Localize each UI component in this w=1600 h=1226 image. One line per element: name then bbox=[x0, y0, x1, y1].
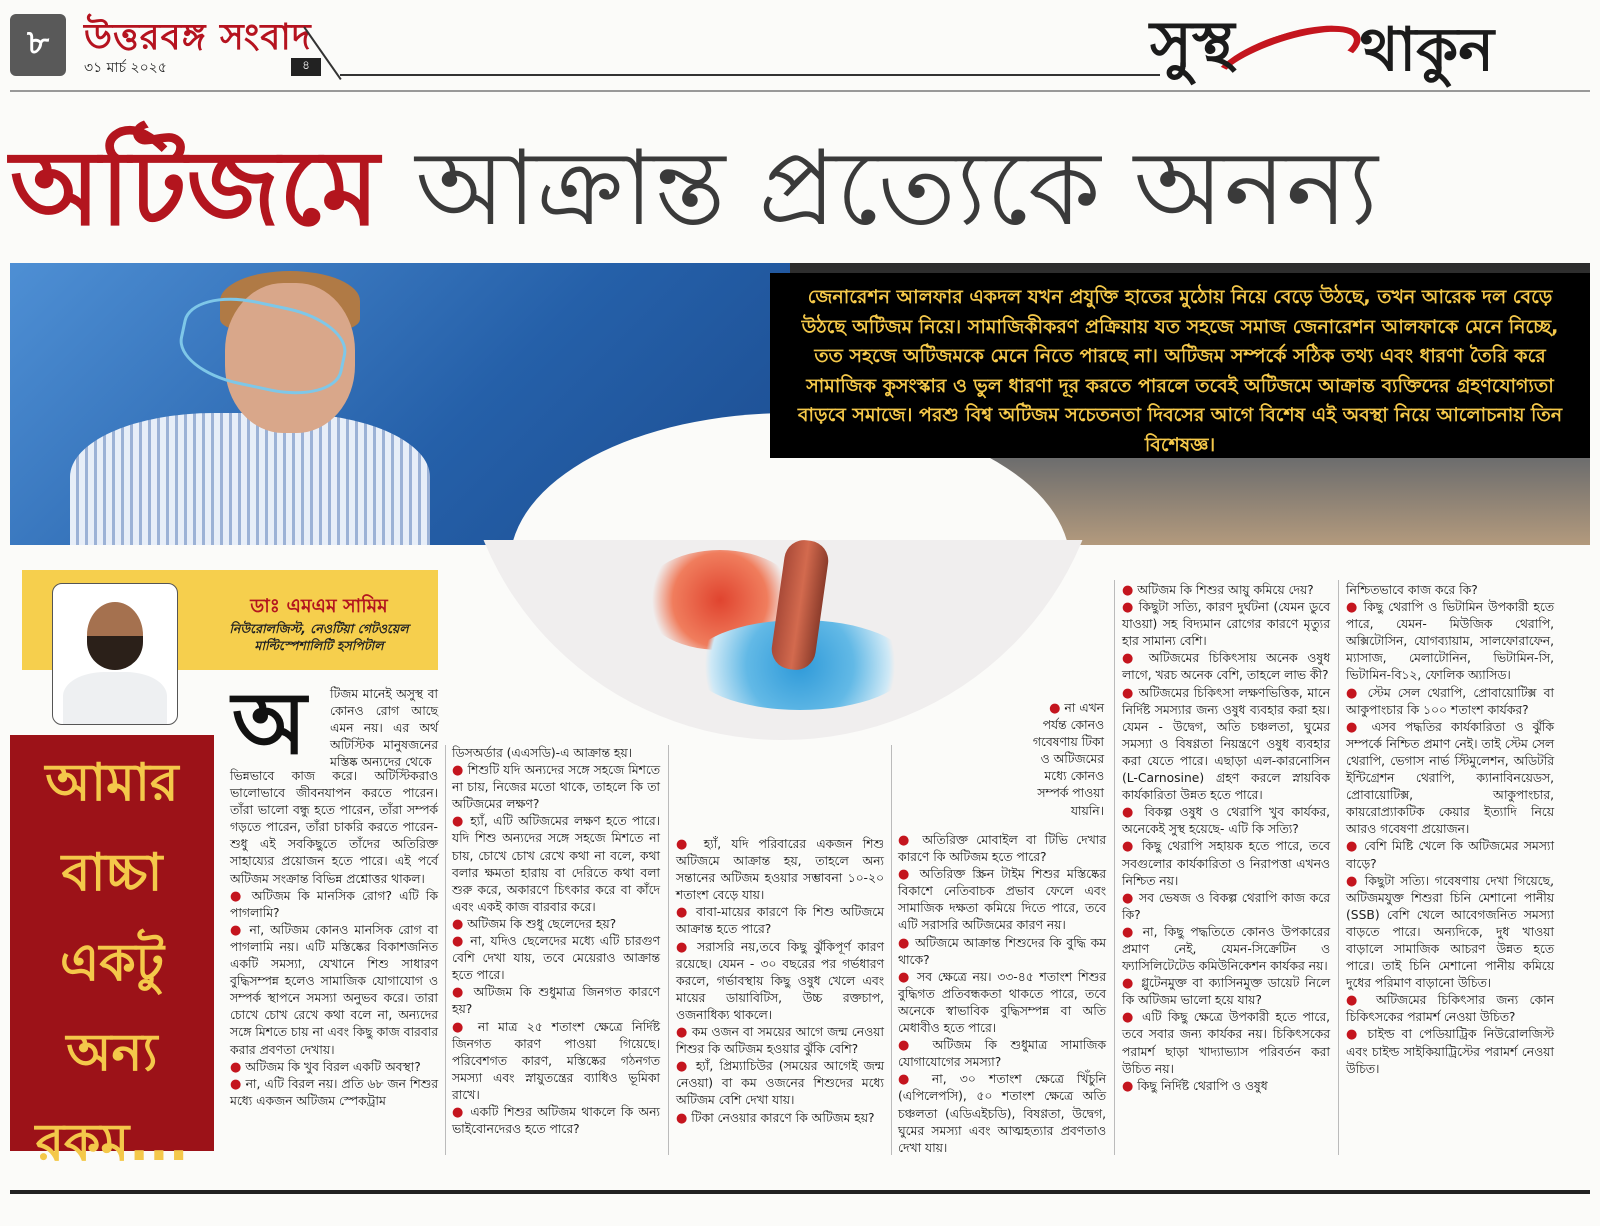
column-5 bbox=[1122, 582, 1330, 1095]
paragraph bbox=[452, 813, 660, 916]
paragraph-text: হ্যাঁ, এটি অটিজমের লক্ষণ হতে পারে। যদি শিশু অন্যদের সঙ্গে সহজে মিশতে না চায়, চোখে চোখ রেখে কথা না বলে, কথা বলার ক্ষমতা হারায় বা দেরিতে কথা বলা শুরু করে, অকারণে চিৎকার করে বা কাঁদে এবং একই কাজ বারবার করে। bbox=[452, 814, 660, 914]
paragraph-text: টিকা নেওয়ার কারণে কি অটিজম হয়? bbox=[691, 1110, 875, 1125]
bullet-icon: ● bbox=[230, 1059, 242, 1075]
paragraph-text: গ্লুটেনমুক্ত বা ক্যাসিনমুক্ত ডায়েট নিলে কি অটিজম ভালো হয়ে যায়? bbox=[1122, 976, 1331, 1008]
paragraph bbox=[452, 984, 660, 1018]
paragraph bbox=[230, 1059, 438, 1076]
paragraph bbox=[898, 969, 1106, 1037]
paragraph bbox=[898, 1071, 1106, 1156]
dropcap: অ bbox=[232, 673, 307, 774]
paragraph bbox=[230, 768, 438, 888]
bullet-icon: ● bbox=[452, 985, 467, 1001]
paragraph bbox=[676, 836, 884, 904]
paragraph bbox=[452, 1104, 660, 1138]
paragraph bbox=[898, 832, 1106, 866]
paragraph-text: হ্যাঁ, প্রিম্যাচিউর (সময়ের আগেই জন্ম নেওয়া) বা কম ওজনের শিশুদের মধ্যে অটিজম বেশি দেখা যায়। bbox=[676, 1059, 884, 1108]
paragraph bbox=[1122, 599, 1330, 650]
paragraph-text: সরাসরি নয়,তবে কিছু ঝুঁকিপূর্ণ কারণ রয়েছে। যেমন - ৩০ বছরের পর গর্ভধারণ করলে, গর্ভাবস্থায় কিছু ওষুধ খেলে এবং মায়ের ডায়াবিটিস, উচ্চ রক্তচাপ, ওজনাধিক্য থাকলে। bbox=[676, 939, 884, 1022]
pull-quote-line: অন্য bbox=[66, 1023, 158, 1083]
paragraph bbox=[898, 1037, 1106, 1071]
paragraph bbox=[676, 1110, 884, 1127]
paragraph bbox=[230, 888, 438, 922]
headline-rest: আক্রান্ত প্রত্যেকে অনন্য bbox=[415, 127, 1379, 249]
paragraph bbox=[676, 1058, 884, 1109]
paragraph bbox=[898, 866, 1106, 934]
paragraph bbox=[230, 922, 438, 1059]
bullet-icon: ● bbox=[452, 1019, 469, 1035]
hero-image bbox=[10, 263, 1590, 545]
paragraph bbox=[1122, 685, 1330, 805]
pull-quote-line: আমার bbox=[45, 753, 179, 813]
bullet-icon: ● bbox=[1049, 701, 1061, 716]
paragraph-text: না, অটিজম কোনও মানসিক রোগ বা পাগলামি নয়। এটি মস্তিষ্কের বিকাশজনিত একটি সমস্যা, যেখানে শিশু সাধারণ বুদ্ধিসম্পন্ন হলেও সামাজিক যোগাযোগ ও সম্পর্ক স্থাপনে সমস্যা অনুভব করে। তারা চোখে চোখ রেখে কথা বলে না, অন্যদের সঙ্গে মিশতে চায় না এবং কিছু কাজ বারবার করার প্রবণতা দেখায়। bbox=[230, 922, 439, 1057]
paragraph bbox=[1122, 890, 1330, 924]
paragraph-text: অটিজম কি খুব বিরল একটি অবস্থা? bbox=[245, 1059, 421, 1074]
bullet-icon: ● bbox=[1122, 1078, 1134, 1094]
page-number: ৪ bbox=[291, 58, 321, 76]
column-divider bbox=[1114, 580, 1115, 1155]
bullet-icon: ● bbox=[1346, 1027, 1361, 1043]
bullet-icon: ● bbox=[1346, 719, 1363, 735]
paragraph bbox=[1030, 700, 1104, 820]
paragraph-text: অটিজম কি শুধু ছেলেদের হয়? bbox=[467, 916, 617, 931]
paragraph-text: কম ওজন বা সময়ের আগে জন্ম নেওয়া শিশুর কি অটিজম হওয়ার ঝুঁকি বেশি? bbox=[676, 1025, 884, 1057]
bullet-icon: ● bbox=[898, 833, 914, 848]
paragraph bbox=[1122, 650, 1330, 684]
paragraph-text: অটিজম কি শিশুর আয়ু কমিয়ে দেয়? bbox=[1137, 583, 1314, 597]
paragraph-text: সব ক্ষেত্রে নয়। ৩৩-৪৫ শতাংশ শিশুর বুদ্ধিগত প্রতিবন্ধকতা থাকতে পারে, তবে অনেকে স্বাভাবিক বুদ্ধিসম্পন্ন বা অতি মেধাবীও হতে পারে। bbox=[898, 969, 1107, 1036]
bullet-icon: ● bbox=[1122, 685, 1135, 701]
paragraph bbox=[1122, 924, 1330, 975]
column-divider bbox=[445, 745, 446, 1155]
column-1-top bbox=[330, 686, 438, 771]
paragraph-text: এসব পদ্ধতির কার্যকারিতা ও ঝুঁকি সম্পর্কে নিশ্চিত প্রমাণ নেই। তাই স্টেম সেল থেরাপি, ভেগাস নার্ভ স্টিমুলেশন, অডিটরি ইন্টিগ্রেশন থেরাপি, ক্যানাবিনয়েডস, প্রোবায়োটিক্স, আকুপাংচার, কায়রোপ্র্যাকটিক কেয়ার ইত্যাদি নিয়ে আরও গবেষণা প্রয়োজন। bbox=[1346, 719, 1554, 837]
paragraph bbox=[1346, 1026, 1554, 1077]
paragraph-text: কিছুটা সত্যি, কারণ দুর্ঘটনা (যেমন ডুবে যাওয়া) সহ বিদ্যমান রোগের কারণে মৃত্যুর হার সামান্য বেশি। bbox=[1122, 600, 1330, 649]
bullet-icon: ● bbox=[1122, 839, 1136, 855]
column-1 bbox=[230, 768, 438, 1110]
page-number-badge: ৮ bbox=[10, 14, 66, 76]
bullet-icon: ● bbox=[898, 935, 911, 951]
paragraph bbox=[1346, 719, 1554, 839]
bullet-icon: ● bbox=[1122, 805, 1137, 821]
intro-text: জেনারেশন আলফার একদল যখন প্রযুক্তি হাতের মুঠোয় নিয়ে বেড়ে উঠছে, তখন আরেক দল বেড়ে উঠছে অটিজম নিয়ে। সামাজিকীকরণ প্রক্রিয়ায় যত সহজে সমাজ জেনারেশন আলফাকে মেনে নিচ্ছে, তত সহজে অটিজমকে মেনে নিতে পারছে না। অটিজম সম্পর্কে সঠিক তথ্য এবং ধারণা তৈরি করে সামাজিক কুসংস্কার ও ভুল ধারণা দূর করতে পারলে তবেই অটিজমে আক্রান্ত ব্যক্তিদের গ্রহণযোগ্যতা বাড়বে সমাজে। পরশু বিশ্ব অটিজম সচেতনতা দিবসের আগে বিশেষ এই অবস্থা নিয়ে আলোচনায় তিন বিশেষজ্ঞ। bbox=[797, 286, 1563, 456]
paragraph-text: অতিরিক্ত স্ক্রিন টাইম শিশুর মস্তিষ্কের বিকাশে নেতিবাচক প্রভাব ফেলে এবং সামাজিক দক্ষতা কমিয়ে দিতে পারে, তবে এটি সরাসরি অটিজমের কারণ নয়। bbox=[898, 867, 1106, 933]
column-4-top bbox=[1030, 700, 1104, 820]
bullet-icon: ● bbox=[676, 1059, 690, 1075]
paragraph-text: না মাত্র ২৫ শতাংশ ক্ষেত্রে নির্দিষ্ট জিনগত কারণ পাওয়া গিয়েছে। পরিবেশগত কারণ, মস্তিষ্কের গঠনগত সমস্যা এবং স্নায়ুতন্ত্রের ব্যাধিও ভূমিকা রাখে। bbox=[452, 1019, 660, 1102]
author-title: নিউরোলজিস্ট, নেওটিয়া গেটওয়েল মাল্টিস্পেশালিটি হসপিটাল bbox=[229, 621, 409, 653]
author-beard-icon bbox=[87, 636, 143, 670]
author-shirt-icon bbox=[63, 672, 167, 725]
footer-rule bbox=[10, 1190, 1590, 1194]
column-divider bbox=[891, 745, 892, 1155]
paragraph bbox=[230, 1076, 438, 1110]
section-logo bbox=[1150, 4, 1590, 84]
paint-disc bbox=[460, 540, 1106, 740]
paragraph bbox=[452, 762, 660, 813]
paragraph bbox=[452, 1019, 660, 1104]
paragraph-text: না, এটি বিরল নয়। প্রতি ৬৮ জন শিশুর মধ্যে একজন অটিজম স্পেকট্রাম bbox=[230, 1076, 438, 1108]
bullet-icon: ● bbox=[1122, 890, 1135, 906]
paragraph-text: ভিন্নভাবে কাজ করে। অটিস্টিকরাও ভালোভাবে জীবনযাপন করতে পারেন। তাঁরা ভালো বন্ধু হতে পারেন, তাঁরা সম্পর্ক গড়তে পারেন, তাঁরা চাকরি করতে পারেন- শুধু এই সবকিছুতে তাঁদের অতিরিক্ত সাহায্যের প্রয়োজন হতে পারে। এই পর্বে অটিজম সংক্রান্ত বিভিন্ন প্রশ্নোত্তর থাকল। bbox=[230, 769, 438, 886]
paragraph-text: অটিজমে আক্রান্ত শিশুদের কি বুদ্ধি কম থাকে? bbox=[898, 935, 1106, 967]
header-rule bbox=[10, 90, 1590, 92]
paragraph bbox=[1346, 838, 1554, 872]
paragraph-text: অটিজমের চিকিৎসার জন্য কোন চিকিৎসকের পরামর্শ নেওয়া উচিত? bbox=[1346, 993, 1555, 1025]
bullet-icon: ● bbox=[898, 867, 913, 883]
paragraph bbox=[452, 916, 660, 933]
paragraph-text: না, কিছু পদ্ধতিতে কোনও উপকারের প্রমাণ নেই, যেমন-সিক্রেটিন ও ফ্যাসিলিটেটেড কমিউনিকেশন কার্যকর নয়। bbox=[1122, 924, 1330, 974]
newspaper-name: উত্তরবঙ্গ সংবাদ bbox=[84, 17, 312, 58]
paragraph bbox=[452, 745, 660, 762]
author-photo bbox=[52, 583, 178, 725]
issue-date: ৩১ মার্চ ২০২৫ bbox=[84, 60, 167, 76]
bullet-icon: ● bbox=[676, 837, 694, 852]
paragraph-text: অটিজম কি শুধুমাত্র জিনগত কারণে হয়? bbox=[452, 985, 660, 1017]
bullet-icon: ● bbox=[676, 939, 691, 955]
column-2 bbox=[452, 745, 660, 1138]
paragraph-text: অতিরিক্ত মোবাইল বা টিভি দেখার কারণে কি অটিজম হতে পারে? bbox=[898, 833, 1106, 865]
paragraph bbox=[1346, 992, 1554, 1026]
paragraph bbox=[452, 933, 660, 984]
paragraph-text: সব ভেষজ ও বিকল্প থেরাপি কাজ করে কি? bbox=[1122, 890, 1330, 922]
headline-red: অটিজমে bbox=[10, 127, 380, 249]
paragraph-text: ডিসঅর্ডার (এএসডি)-এ আক্রান্ত হয়। bbox=[452, 746, 633, 760]
paragraph bbox=[1346, 582, 1554, 599]
paragraph-text: কিছু থেরাপি ও ভিটামিন উপকারী হতে পারে, যেমন- মিউজিক থেরাপি, অক্সিটোসিন, যোগব্যায়াম, সালফোরাফেন, ম্যাসাজ, মেলাটোনিন, ভিটামিন-সি, ভিটামিন-বি১২, ফোলিক অ্যাসিড। bbox=[1346, 600, 1555, 683]
bullet-icon: ● bbox=[1346, 993, 1365, 1009]
paragraph-text: নিশ্চিতভাবে কাজ করে কি? bbox=[1346, 583, 1478, 597]
bullet-icon: ● bbox=[452, 916, 464, 932]
paragraph-text: না, যদিও ছেলেদের মধ্যে এটি চারগুণ বেশি দেখা যায়, তবে মেয়েরাও আক্রান্ত হতে পারে। bbox=[452, 934, 660, 983]
paragraph bbox=[1122, 582, 1330, 599]
paragraph-text: অটিজম কি মানসিক রোগ? এটি কি পাগলামি? bbox=[230, 888, 438, 920]
paragraph bbox=[1122, 838, 1330, 889]
bullet-icon: ● bbox=[452, 934, 465, 950]
bullet-icon: ● bbox=[1122, 1010, 1136, 1026]
bullet-icon: ● bbox=[898, 1038, 919, 1054]
paragraph-text: চাইল্ড বা পেডিয়াট্রিক নিউরোলজিস্ট এবং চাইল্ড সাইকিয়াট্রিস্টের পরামর্শ নেওয়া উচিত। bbox=[1346, 1027, 1554, 1076]
paragraph-text: অটিজমের চিকিৎসায় অনেক ওষুধ লাগে, খরচ অনেক বেশি, তাহলে লাভ কী? bbox=[1122, 651, 1330, 683]
paragraph-text: বাবা-মায়ের কারণে কি শিশু অটিজমে আক্রান্ত হতে পারে? bbox=[676, 905, 884, 937]
column-1-top-text: টিজম মানেই অসুস্থ বা কোনও রোগ আছে এমন নয়। এর অর্থ অটিস্টিক মানুষজনের মস্তিষ্ক অন্যদের থেকে bbox=[330, 687, 438, 770]
bullet-icon: ● bbox=[1122, 583, 1134, 598]
pull-quote bbox=[10, 735, 214, 1173]
bullet-icon: ● bbox=[1122, 976, 1136, 992]
bullet-icon: ● bbox=[230, 922, 244, 938]
bullet-icon: ● bbox=[676, 1025, 688, 1041]
paragraph-text: স্টেম সেল থেরাপি, প্রোবায়োটিক্স বা আকুপাংচার কি ১০০ শতাংশ কার্যকর? bbox=[1346, 685, 1554, 717]
paragraph-text: না, ৩০ শতাংশ ক্ষেত্রে খিঁচুনি (এপিলেপসি), ৫০ শতাংশ ক্ষেত্রে অতি চঞ্চলতা (এডিএইচডি), বিষণ্ণতা, উদ্বেগ, ঘুমের সমস্যা এবং আত্মহত্যার প্রবণতাও দেখা যায়। bbox=[898, 1072, 1106, 1155]
bullet-icon: ● bbox=[1122, 924, 1137, 940]
bullet-icon: ● bbox=[1346, 685, 1361, 701]
paragraph bbox=[1346, 873, 1554, 993]
column-divider bbox=[668, 745, 669, 1155]
paragraph-text: শিশুটি যদি অন্যদের সঙ্গে সহজে মিশতে না চায়, নিজের মতো থাকে, তাহলে কি তা অটিজমের লক্ষণ? bbox=[452, 763, 660, 812]
bullet-icon: ● bbox=[1122, 651, 1140, 667]
paragraph bbox=[1122, 804, 1330, 838]
paragraph bbox=[1346, 685, 1554, 719]
paragraph bbox=[676, 904, 884, 938]
headline bbox=[10, 118, 1590, 258]
bullet-icon: ● bbox=[1122, 600, 1135, 616]
bullet-icon: ● bbox=[230, 888, 245, 904]
pull-quote-line: বাচ্চা bbox=[61, 843, 163, 903]
intro-box bbox=[770, 273, 1590, 458]
bullet-icon: ● bbox=[676, 905, 690, 921]
column-6 bbox=[1346, 582, 1554, 1078]
paragraph bbox=[1346, 599, 1554, 684]
paragraph bbox=[1122, 975, 1330, 1009]
pull-quote-line: একটু bbox=[59, 933, 165, 993]
paragraph bbox=[1122, 1009, 1330, 1077]
paragraph bbox=[676, 939, 884, 1024]
column-divider bbox=[1338, 580, 1339, 1155]
paragraph-text: বেশি মিষ্টি খেলে কি অটিজমের সমস্যা বাড়ে? bbox=[1346, 839, 1555, 871]
paragraph-text: কিছুটা সত্যি। গবেষণায় দেখা গিয়েছে, অটিজমযুক্ত শিশুরা চিনি মেশানো পানীয় (SSB) বেশি খেলে আবেগজনিত সমস্যা বাড়তে পারে। অন্যদিকে, দুধ খাওয়া বাড়ালে সামাজিক আচরণ উন্নত হতে পারে। তাই চিনি মেশানো পানীয় কমিয়ে দুধের পরিমাণ বাড়ানো উচিত। bbox=[1346, 873, 1554, 991]
author-name: ডাঃ এমএম সামিম bbox=[250, 595, 388, 617]
bullet-icon: ● bbox=[1346, 873, 1360, 889]
bullet-icon: ● bbox=[898, 969, 912, 985]
paragraph bbox=[676, 1024, 884, 1058]
paragraph-text: একটি শিশুর অটিজম থাকলে কি অন্য ভাইবোনদেরও হতে পারে? bbox=[452, 1104, 660, 1137]
bullet-icon: ● bbox=[452, 1104, 465, 1120]
paragraph-text: কিছু থেরাপি সহায়ক হতে পারে, তবে সবগুলোর কার্যকারিতা ও নিরাপত্তা এখনও নিশ্চিত নয়। bbox=[1122, 839, 1330, 888]
header-divider bbox=[340, 74, 1160, 76]
bullet-icon: ● bbox=[1346, 839, 1359, 855]
paragraph-text: না এখন পর্যন্ত কোনও গবেষণায় টিকা ও অটিজমের মধ্যে কোনও সম্পর্ক পাওয়া যায়নি। bbox=[1032, 701, 1104, 818]
bullet-icon: ● bbox=[452, 814, 465, 830]
boy-figure-icon bbox=[70, 413, 430, 545]
column-3 bbox=[676, 836, 884, 1127]
bullet-icon: ● bbox=[1346, 600, 1359, 616]
bullet-icon: ● bbox=[230, 1076, 242, 1092]
paragraph bbox=[898, 935, 1106, 969]
paragraph-text: হ্যাঁ, যদি পরিবারের একজন শিশু অটিজমে আক্রান্ত হয়, তাহলে অন্য সন্তানের অটিজম হওয়ার সম্ভাবনা ১০-২০ শতাংশ বেড়ে যায়। bbox=[676, 837, 885, 903]
bullet-icon: ● bbox=[452, 763, 464, 779]
paragraph bbox=[1122, 1078, 1330, 1095]
section-logo-part2: থাকুন bbox=[1360, 15, 1495, 85]
pull-quote-line: রকম... bbox=[35, 1113, 189, 1173]
column-4 bbox=[898, 832, 1106, 1157]
bullet-icon: ● bbox=[676, 1110, 688, 1126]
section-logo-part1: সুস্থ bbox=[1150, 7, 1235, 82]
paragraph-text: অটিজমের চিকিৎসা লক্ষণভিত্তিক, মানে নির্দিষ্ট সমস্যার জন্য ওষুধ ব্যবহার করা হয়। যেমন - উদ্বেগ, অতি চঞ্চলতা, ঘুমের সমস্যা ও বিষণ্ণতা নিয়ন্ত্রণে ওষুধ ব্যবহার করা যেতে পারে। এছাড়া এল-কারনোসিন (L-Carnosine) গ্রহণ করলে স্নায়বিক কার্যকারিতা উন্নত হতে পারে। bbox=[1122, 685, 1330, 803]
paragraph-text: এটি কিছু ক্ষেত্রে উপকারী হতে পারে, তবে সবার জন্য কার্যকর নয়। চিকিৎসকের পরামর্শ ছাড়া খাদ্যাভ্যাস পরিবর্তন করা উচিত নয়। bbox=[1122, 1010, 1330, 1076]
paragraph-text: অটিজম কি শুধুমাত্র সামাজিক যোগাযোগের সমস্যা? bbox=[898, 1038, 1106, 1070]
paragraph-text: কিছু নির্দিষ্ট থেরাপি ও ওষুধ bbox=[1137, 1078, 1268, 1093]
paint-image bbox=[460, 540, 1106, 740]
paragraph-text: বিকল্প ওষুধ ও থেরাপি খুব কার্যকর, অনেকেই সুস্থ হয়েছে- এটি কি সত্যি? bbox=[1122, 805, 1330, 837]
bullet-icon: ● bbox=[898, 1072, 919, 1088]
